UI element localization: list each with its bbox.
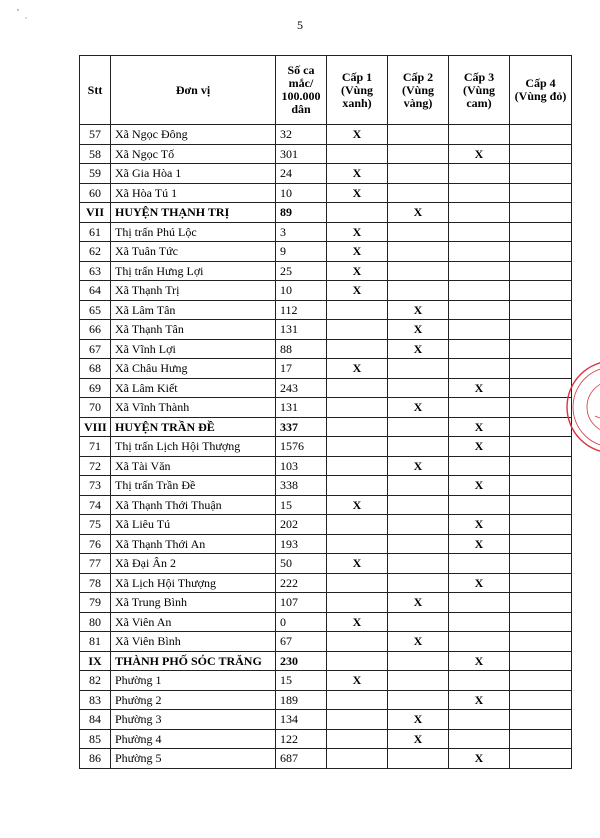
row-level-3-mark: X xyxy=(449,378,510,398)
row-case-rate: 0 xyxy=(276,612,327,632)
row-unit-name: Xã Thạnh Thới An xyxy=(111,534,276,554)
row-level-3-mark xyxy=(449,203,510,223)
table-header-row xyxy=(80,56,572,125)
row-level-1-mark xyxy=(327,593,388,613)
row-level-1-mark xyxy=(327,710,388,730)
row-level-1-mark: X xyxy=(327,281,388,301)
row-level-1-mark xyxy=(327,320,388,340)
row-level-4-mark xyxy=(510,749,572,769)
row-level-4-mark xyxy=(510,573,572,593)
row-unit-name: Phường 3 xyxy=(111,710,276,730)
row-stt: VII xyxy=(80,203,111,223)
row-unit-name: Xã Lâm Kiết xyxy=(111,378,276,398)
table-row xyxy=(80,437,572,457)
table-row xyxy=(80,612,572,632)
row-stt: 77 xyxy=(80,554,111,574)
row-level-1-mark: X xyxy=(327,164,388,184)
row-level-4-mark xyxy=(510,281,572,301)
header-cases: Số ca mắc/ 100.000 dân xyxy=(276,56,327,125)
row-case-rate: 107 xyxy=(276,593,327,613)
row-level-3-mark xyxy=(449,222,510,242)
row-stt: 63 xyxy=(80,261,111,281)
row-level-1-mark xyxy=(327,749,388,769)
table-row xyxy=(80,573,572,593)
row-level-4-mark xyxy=(510,476,572,496)
table-row xyxy=(80,534,572,554)
page-number: 5 xyxy=(297,18,303,32)
row-unit-name: Xã Tài Văn xyxy=(111,456,276,476)
row-level-1-mark: X xyxy=(327,554,388,574)
row-level-3-mark xyxy=(449,593,510,613)
table-row xyxy=(80,281,572,301)
row-level-3-mark xyxy=(449,398,510,418)
row-case-rate: 50 xyxy=(276,554,327,574)
table-row xyxy=(80,690,572,710)
table-row xyxy=(80,749,572,769)
table-row xyxy=(80,320,572,340)
row-level-4-mark xyxy=(510,183,572,203)
row-level-1-mark: X xyxy=(327,612,388,632)
district-row xyxy=(80,417,572,437)
row-level-4-mark xyxy=(510,554,572,574)
row-level-2-mark xyxy=(388,573,449,593)
row-level-4-mark xyxy=(510,651,572,671)
table-row xyxy=(80,183,572,203)
row-level-1-mark xyxy=(327,632,388,652)
row-unit-name: HUYỆN THẠNH TRỊ xyxy=(111,203,276,223)
row-stt: 68 xyxy=(80,359,111,379)
row-unit-name: Xã Lịch Hội Thượng xyxy=(111,573,276,593)
row-level-3-mark: X xyxy=(449,437,510,457)
row-case-rate: 202 xyxy=(276,515,327,535)
row-level-4-mark xyxy=(510,534,572,554)
row-case-rate: 17 xyxy=(276,359,327,379)
row-level-4-mark xyxy=(510,515,572,535)
row-level-3-mark xyxy=(449,495,510,515)
table-row xyxy=(80,359,572,379)
row-unit-name: Xã Ngọc Đông xyxy=(111,125,276,145)
table-row xyxy=(80,378,572,398)
row-unit-name: Xã Tuân Tức xyxy=(111,242,276,262)
row-case-rate: 131 xyxy=(276,320,327,340)
row-stt: 57 xyxy=(80,125,111,145)
row-case-rate: 122 xyxy=(276,729,327,749)
row-level-4-mark xyxy=(510,456,572,476)
row-level-2-mark xyxy=(388,242,449,262)
row-stt: 72 xyxy=(80,456,111,476)
row-level-1-mark xyxy=(327,417,388,437)
row-stt: 67 xyxy=(80,339,111,359)
row-unit-name: Phường 2 xyxy=(111,690,276,710)
row-level-2-mark xyxy=(388,144,449,164)
row-level-1-mark: X xyxy=(327,495,388,515)
table-row xyxy=(80,554,572,574)
row-level-1-mark xyxy=(327,437,388,457)
row-level-4-mark xyxy=(510,593,572,613)
row-unit-name: Xã Đại Ân 2 xyxy=(111,554,276,574)
row-unit-name: Phường 1 xyxy=(111,671,276,691)
row-level-1-mark xyxy=(327,573,388,593)
row-level-1-mark xyxy=(327,203,388,223)
row-case-rate: 337 xyxy=(276,417,327,437)
row-level-3-mark: X xyxy=(449,417,510,437)
row-unit-name: Xã Châu Hưng xyxy=(111,359,276,379)
row-case-rate: 24 xyxy=(276,164,327,184)
row-level-2-mark: X xyxy=(388,320,449,340)
row-case-rate: 10 xyxy=(276,281,327,301)
row-level-2-mark xyxy=(388,417,449,437)
row-unit-name: Xã Viên An xyxy=(111,612,276,632)
row-level-4-mark xyxy=(510,671,572,691)
row-stt: 69 xyxy=(80,378,111,398)
row-stt: 85 xyxy=(80,729,111,749)
row-stt: 70 xyxy=(80,398,111,418)
table-row xyxy=(80,222,572,242)
row-stt: 81 xyxy=(80,632,111,652)
row-stt: 61 xyxy=(80,222,111,242)
row-case-rate: 112 xyxy=(276,300,327,320)
row-level-1-mark xyxy=(327,651,388,671)
row-level-2-mark xyxy=(388,183,449,203)
row-level-2-mark xyxy=(388,125,449,145)
row-level-1-mark xyxy=(327,456,388,476)
row-stt: 80 xyxy=(80,612,111,632)
row-level-3-mark xyxy=(449,339,510,359)
row-level-4-mark xyxy=(510,222,572,242)
row-level-1-mark xyxy=(327,339,388,359)
table-row xyxy=(80,671,572,691)
row-level-2-mark xyxy=(388,495,449,515)
row-case-rate: 193 xyxy=(276,534,327,554)
row-stt: 62 xyxy=(80,242,111,262)
row-stt: 74 xyxy=(80,495,111,515)
row-level-3-mark xyxy=(449,456,510,476)
row-level-4-mark xyxy=(510,359,572,379)
row-level-2-mark xyxy=(388,261,449,281)
row-level-3-mark: X xyxy=(449,749,510,769)
row-level-4-mark xyxy=(510,417,572,437)
row-unit-name: Xã Gia Hòa 1 xyxy=(111,164,276,184)
row-level-3-mark xyxy=(449,164,510,184)
row-stt: 76 xyxy=(80,534,111,554)
row-level-3-mark: X xyxy=(449,573,510,593)
row-stt: 65 xyxy=(80,300,111,320)
row-case-rate: 25 xyxy=(276,261,327,281)
row-level-2-mark xyxy=(388,690,449,710)
row-level-3-mark xyxy=(449,554,510,574)
row-level-1-mark: X xyxy=(327,125,388,145)
row-level-4-mark xyxy=(510,242,572,262)
row-level-3-mark xyxy=(449,281,510,301)
row-level-2-mark xyxy=(388,612,449,632)
row-stt: 66 xyxy=(80,320,111,340)
row-stt: 64 xyxy=(80,281,111,301)
row-level-2-mark xyxy=(388,281,449,301)
row-level-2-mark: X xyxy=(388,339,449,359)
row-stt: 82 xyxy=(80,671,111,691)
row-level-3-mark xyxy=(449,612,510,632)
row-level-2-mark xyxy=(388,437,449,457)
table-row xyxy=(80,632,572,652)
row-level-3-mark: X xyxy=(449,651,510,671)
row-level-3-mark xyxy=(449,710,510,730)
row-level-4-mark xyxy=(510,144,572,164)
row-unit-name: Thị trấn Lịch Hội Thượng xyxy=(111,437,276,457)
row-level-4-mark xyxy=(510,300,572,320)
header-level-2: Cấp 2 (Vùng vàng) xyxy=(388,56,449,125)
header-level-4: Cấp 4 (Vùng đỏ) xyxy=(510,56,572,125)
row-case-rate: 301 xyxy=(276,144,327,164)
district-row xyxy=(80,651,572,671)
row-case-rate: 1576 xyxy=(276,437,327,457)
row-level-1-mark xyxy=(327,300,388,320)
row-level-1-mark xyxy=(327,476,388,496)
row-unit-name: Xã Vĩnh Thành xyxy=(111,398,276,418)
row-level-2-mark: X xyxy=(388,632,449,652)
table-row xyxy=(80,476,572,496)
row-level-3-mark: X xyxy=(449,476,510,496)
row-stt: 78 xyxy=(80,573,111,593)
row-level-4-mark xyxy=(510,437,572,457)
row-level-3-mark xyxy=(449,671,510,691)
table-row xyxy=(80,515,572,535)
row-level-2-mark xyxy=(388,554,449,574)
row-level-3-mark: X xyxy=(449,144,510,164)
row-unit-name: Xã Hòa Tú 1 xyxy=(111,183,276,203)
row-case-rate: 131 xyxy=(276,398,327,418)
row-case-rate: 32 xyxy=(276,125,327,145)
row-case-rate: 88 xyxy=(276,339,327,359)
header-level-3: Cấp 3 (Vùng cam) xyxy=(449,56,510,125)
row-unit-name: Xã Vĩnh Lợi xyxy=(111,339,276,359)
row-level-2-mark: X xyxy=(388,729,449,749)
row-unit-name: Phường 5 xyxy=(111,749,276,769)
row-level-3-mark xyxy=(449,359,510,379)
row-level-2-mark xyxy=(388,378,449,398)
row-level-4-mark xyxy=(510,339,572,359)
row-level-2-mark xyxy=(388,222,449,242)
table-row xyxy=(80,164,572,184)
row-level-1-mark xyxy=(327,398,388,418)
row-level-3-mark xyxy=(449,300,510,320)
row-case-rate: 230 xyxy=(276,651,327,671)
district-row xyxy=(80,203,572,223)
row-unit-name: THÀNH PHỐ SÓC TRĂNG xyxy=(111,651,276,671)
row-unit-name: Xã Lâm Tân xyxy=(111,300,276,320)
scan-mark xyxy=(8,6,28,26)
row-level-1-mark: X xyxy=(327,222,388,242)
row-level-4-mark xyxy=(510,378,572,398)
row-level-1-mark xyxy=(327,378,388,398)
row-level-2-mark xyxy=(388,651,449,671)
row-level-4-mark xyxy=(510,729,572,749)
row-level-2-mark: X xyxy=(388,398,449,418)
row-level-4-mark xyxy=(510,261,572,281)
row-level-2-mark xyxy=(388,476,449,496)
row-stt: 86 xyxy=(80,749,111,769)
row-stt: 73 xyxy=(80,476,111,496)
row-level-2-mark xyxy=(388,164,449,184)
row-stt: 84 xyxy=(80,710,111,730)
row-level-4-mark xyxy=(510,164,572,184)
row-level-1-mark xyxy=(327,515,388,535)
row-level-2-mark xyxy=(388,671,449,691)
header-level-1: Cấp 1 (Vùng xanh) xyxy=(327,56,388,125)
row-level-2-mark: X xyxy=(388,593,449,613)
row-unit-name: Xã Viên Bình xyxy=(111,632,276,652)
row-unit-name: Thị trấn Phú Lộc xyxy=(111,222,276,242)
row-level-2-mark xyxy=(388,534,449,554)
row-case-rate: 103 xyxy=(276,456,327,476)
table-row xyxy=(80,261,572,281)
row-level-4-mark xyxy=(510,320,572,340)
row-unit-name: Xã Thạnh Thới Thuận xyxy=(111,495,276,515)
row-level-1-mark: X xyxy=(327,671,388,691)
row-stt: 75 xyxy=(80,515,111,535)
row-stt: 59 xyxy=(80,164,111,184)
table-row xyxy=(80,144,572,164)
row-case-rate: 9 xyxy=(276,242,327,262)
row-level-4-mark xyxy=(510,203,572,223)
row-level-3-mark xyxy=(449,242,510,262)
table-row xyxy=(80,300,572,320)
row-stt: 79 xyxy=(80,593,111,613)
row-level-2-mark xyxy=(388,515,449,535)
row-level-1-mark xyxy=(327,690,388,710)
row-level-1-mark xyxy=(327,534,388,554)
row-case-rate: 15 xyxy=(276,495,327,515)
row-stt: IX xyxy=(80,651,111,671)
row-level-1-mark: X xyxy=(327,359,388,379)
row-level-1-mark xyxy=(327,729,388,749)
row-level-3-mark xyxy=(449,320,510,340)
table-row xyxy=(80,495,572,515)
table-row xyxy=(80,125,572,145)
row-stt: VIII xyxy=(80,417,111,437)
covid-level-table xyxy=(79,55,572,769)
table-row xyxy=(80,398,572,418)
row-level-2-mark: X xyxy=(388,203,449,223)
row-level-4-mark xyxy=(510,710,572,730)
row-case-rate: 89 xyxy=(276,203,327,223)
row-unit-name: Xã Thạnh Trị xyxy=(111,281,276,301)
row-level-4-mark xyxy=(510,690,572,710)
row-case-rate: 243 xyxy=(276,378,327,398)
row-stt: 71 xyxy=(80,437,111,457)
row-level-4-mark xyxy=(510,398,572,418)
table-row xyxy=(80,593,572,613)
row-unit-name: Xã Ngọc Tố xyxy=(111,144,276,164)
row-case-rate: 222 xyxy=(276,573,327,593)
row-case-rate: 134 xyxy=(276,710,327,730)
row-level-2-mark: X xyxy=(388,710,449,730)
row-level-1-mark: X xyxy=(327,261,388,281)
header-unit: Đơn vị xyxy=(111,56,276,125)
row-level-1-mark xyxy=(327,144,388,164)
row-stt: 60 xyxy=(80,183,111,203)
row-level-3-mark xyxy=(449,632,510,652)
row-level-3-mark: X xyxy=(449,534,510,554)
row-stt: 83 xyxy=(80,690,111,710)
row-unit-name: Xã Thạnh Tân xyxy=(111,320,276,340)
row-level-3-mark xyxy=(449,125,510,145)
row-level-3-mark xyxy=(449,183,510,203)
row-case-rate: 189 xyxy=(276,690,327,710)
table-row xyxy=(80,710,572,730)
row-case-rate: 10 xyxy=(276,183,327,203)
row-level-2-mark: X xyxy=(388,300,449,320)
table-row xyxy=(80,242,572,262)
row-unit-name: Xã Trung Bình xyxy=(111,593,276,613)
row-level-2-mark xyxy=(388,359,449,379)
table-row xyxy=(80,729,572,749)
row-level-1-mark: X xyxy=(327,242,388,262)
row-level-4-mark xyxy=(510,612,572,632)
row-case-rate: 687 xyxy=(276,749,327,769)
row-unit-name: Thị trấn Hưng Lợi xyxy=(111,261,276,281)
row-unit-name: Phường 4 xyxy=(111,729,276,749)
row-stt: 58 xyxy=(80,144,111,164)
table-row xyxy=(80,339,572,359)
row-case-rate: 67 xyxy=(276,632,327,652)
row-case-rate: 15 xyxy=(276,671,327,691)
row-unit-name: Xã Liêu Tú xyxy=(111,515,276,535)
row-level-3-mark: X xyxy=(449,515,510,535)
row-level-3-mark xyxy=(449,261,510,281)
row-level-3-mark: X xyxy=(449,690,510,710)
row-unit-name: HUYỆN TRẦN ĐỀ xyxy=(111,417,276,437)
row-level-4-mark xyxy=(510,125,572,145)
row-level-2-mark: X xyxy=(388,456,449,476)
row-level-1-mark: X xyxy=(327,183,388,203)
row-unit-name: Thị trấn Trần Đề xyxy=(111,476,276,496)
table-row xyxy=(80,456,572,476)
header-stt: Stt xyxy=(80,56,111,125)
row-level-4-mark xyxy=(510,632,572,652)
row-level-2-mark xyxy=(388,749,449,769)
row-level-4-mark xyxy=(510,495,572,515)
row-case-rate: 3 xyxy=(276,222,327,242)
table-body xyxy=(80,125,572,769)
row-case-rate: 338 xyxy=(276,476,327,496)
row-level-3-mark xyxy=(449,729,510,749)
